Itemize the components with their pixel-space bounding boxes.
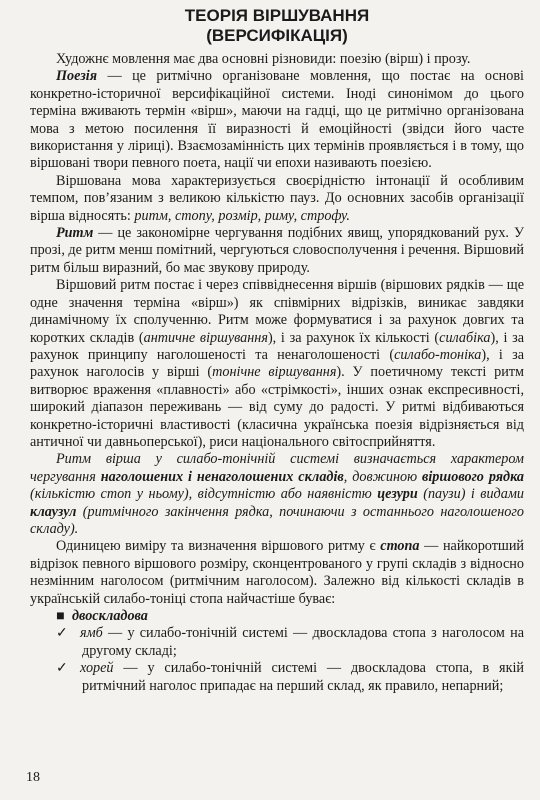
rule-text-4: (паузи) і видами — [417, 486, 524, 503]
list-item-disyllabic — [30, 608, 524, 625]
paragraph-verse-speech — [30, 173, 524, 225]
syllabic: силабіка — [439, 329, 491, 346]
checkmark-icon: ✓ — [56, 625, 68, 642]
paragraph-intro: Художнє мовлення має два основні різновиди: поезію (вірш) і прозу. — [56, 51, 471, 67]
verse-rhythm-text-5: ). У поетичному тексті ритм витворює враження «плавності» або «стрімкості», інших ознак експресивності, широкий діапазон переживань — від суму до радості. У ритмі відбиваються конкретно-історичні властивості (класична українська поезія відрізняється від античної чи давньоперської), риси національного світосприйняття. — [30, 364, 525, 450]
rule-text-3: (кількістю стоп у ньому), відсутністю або наявністю — [30, 486, 378, 503]
iamb-definition: — у силабо-тонічній системі — двоскладова стопа з наголосом на другому складі; — [82, 625, 524, 659]
term-stressed-unstressed: наголошених і ненаголошених складів — [100, 468, 344, 485]
rule-text-5: (ритмічного закінчення рядка, починаючи з останнього наголошеного складу). — [30, 503, 524, 537]
verse-rhythm-text-4: ), і за рахунок наголосів у вірші ( — [30, 346, 524, 381]
foot-types-list — [30, 608, 524, 695]
term-rhythm: Ритм — [56, 225, 94, 242]
term-poetry: Поезія — [56, 68, 98, 85]
list-item-iamb — [30, 625, 524, 660]
term-verse-line: віршового рядка — [422, 468, 525, 485]
verse-rhythm-text-2: ), і за рахунок їх кількості ( — [267, 329, 440, 346]
title-line-1: ТЕОРІЯ ВІРШУВАННЯ — [184, 6, 370, 25]
term-foot: стопа — [380, 538, 420, 555]
paragraph-rhythm — [30, 225, 524, 277]
checkmark-icon: ✓ — [56, 660, 68, 677]
tonic-versification: тонічне віршування — [212, 364, 337, 381]
foot-text-1: Одиницею виміру та визначення віршового ритму є — [56, 538, 381, 555]
term-trochee: хорей — [80, 660, 114, 677]
rule-text-2: , довжиною — [343, 468, 423, 485]
term-clausula: клаузул — [30, 503, 77, 520]
term-caesura: цезури — [377, 486, 418, 503]
square-bullet-icon: ■ — [56, 608, 65, 624]
rule-text-1: Ритм вірша у силабо-тонічній системі визначається характером чергування — [30, 451, 524, 485]
poetry-definition: — це ритмічно організоване мовлення, що постає на основі конкретно-історичної версифікаційної системи. Іноді синонімом до цього терміна вживають термін «вірш», маючи на гадці, що це ритмічно організована мова з метою посилення її виразності й емоційності (звідси його часте використання у ліриці). Взаємозамінність цих термінів проявляється і в тому, що віршовані твори певного поета, нації чи епохи називають поезією. — [30, 68, 524, 172]
paragraph-rhythm-syllabo-tonic — [30, 451, 524, 538]
title-line-2: (ВЕРСИФІКАЦІЯ) — [206, 26, 348, 45]
paragraph-foot — [30, 538, 524, 608]
foot-text-2: — найкоротший відрізок певного віршового розміру, сконцентрованого у групі складів з відносно незмінним наголосом (ритмічним наголосом). Залежно від кількості складів в українській силабо-тоніці стопа найчастіше буває: — [30, 538, 525, 607]
term-iamb: ямб — [80, 625, 103, 642]
verse-speech-text: Віршована мова характеризується своєрідністю інтонації й особливим темпом, пов’язаним з великою кількістю пауз. До основних засобів організації вірша відносять: — [30, 172, 524, 224]
trochee-definition: — у силабо-тонічній системі — двоскладова стопа, в якій ритмічний наголос припадає на перший склад, як правило, непарний; — [82, 660, 524, 694]
verse-rhythm-text-3: ), і за рахунок принципу наголошеності та ненаголошеності ( — [30, 329, 525, 363]
page-number: 18 — [26, 770, 40, 785]
rhythm-definition: — це закономірне чергування подібних явищ, упорядкований рух. У прозі, де ритм менш помітний, чергуються словосполучення і речення. Віршовий ритм більш виразний, бо має звукову природу. — [30, 225, 524, 276]
syllabo-tonic: силабо-тоніка — [394, 346, 482, 363]
paragraph-poetry — [30, 68, 524, 172]
list-item-trochee — [30, 660, 524, 695]
verse-rhythm-text-1: Віршовий ритм постає і через співвіднесення віршів (віршових рядків — ще одне значення терміна «вірш») як співмірних відрізків, виникає завдяки динамічному їх сполученню. Ритм може формуватися і за рахунок довгих та коротких складів ( — [30, 277, 524, 346]
antique-versification: античне віршування — [143, 329, 268, 346]
verse-means-list: ритм, стопу, розмір, риму, строфу. — [134, 207, 350, 224]
page-title — [30, 6, 524, 46]
disyllabic-label: двоскладова — [72, 608, 148, 624]
paragraph-verse-rhythm — [30, 277, 524, 451]
